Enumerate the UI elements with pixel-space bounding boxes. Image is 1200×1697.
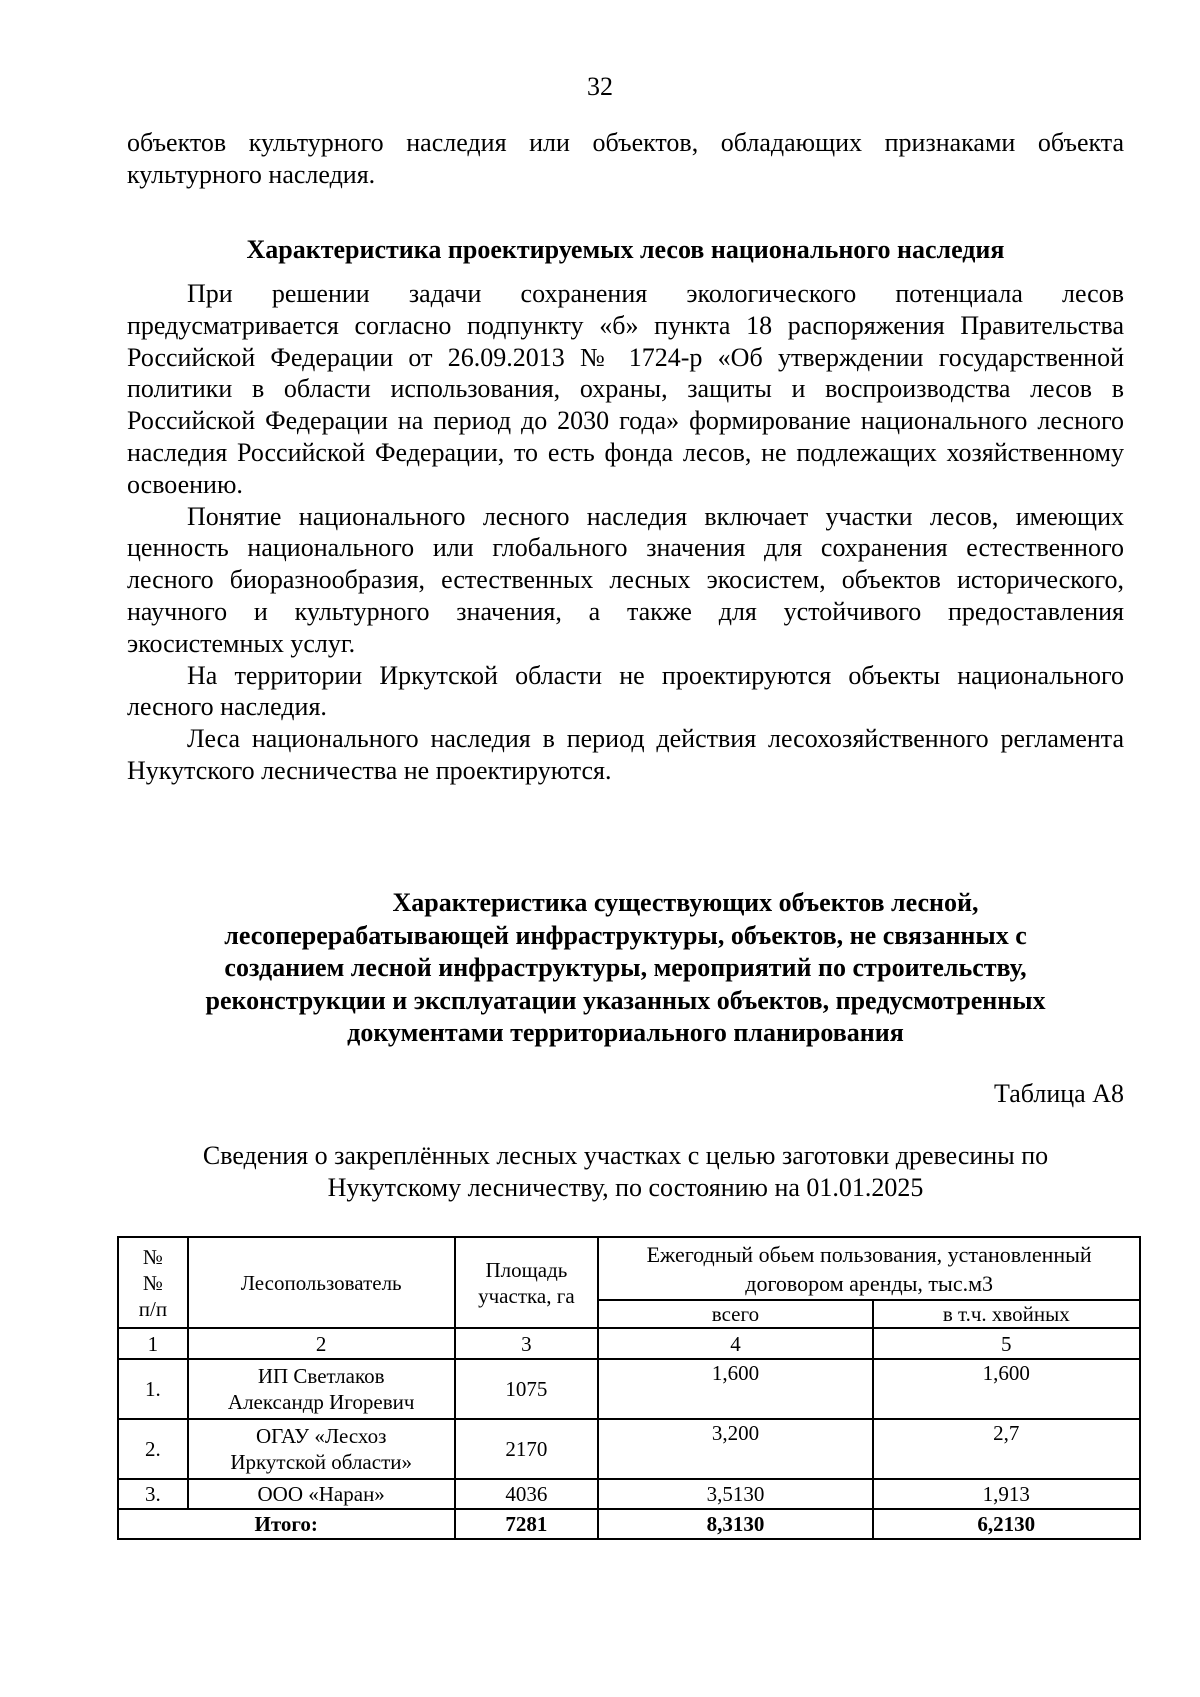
row-conifer: 1,913 bbox=[873, 1479, 1140, 1509]
row-num: 2. bbox=[118, 1419, 188, 1479]
col-number: 5 bbox=[873, 1328, 1140, 1359]
paragraph: Понятие национального лесного наследия включает участки лесов, имеющих ценность национального или глобального значения для сохранения естественного лесного биоразнообразия, естественных лесных экосистем, объектов исторического, научного и культурного значения, а также для устойчивого предоставления экосистемных услуг. bbox=[127, 501, 1124, 658]
col-number: 4 bbox=[598, 1328, 872, 1359]
row-conifer: 2,7 bbox=[873, 1419, 1140, 1479]
heading-forest-infrastructure bbox=[127, 887, 1124, 1050]
row-total: 3,5130 bbox=[598, 1479, 872, 1509]
totals-conifer: 6,2130 bbox=[873, 1509, 1140, 1539]
row-user: ОГАУ «Лесхоз Иркутской области» bbox=[188, 1419, 455, 1479]
caption-line: Сведения о закреплённых лесных участках с целью заготовки древесины по bbox=[202, 1141, 1049, 1170]
header-user: Лесопользователь bbox=[188, 1237, 455, 1328]
table-row bbox=[118, 1419, 1140, 1479]
totals-row bbox=[118, 1509, 1140, 1539]
col-number: 1 bbox=[118, 1328, 188, 1359]
header-area: Площадь участка, га bbox=[455, 1237, 599, 1328]
row-user: ООО «Наран» bbox=[188, 1479, 455, 1509]
paragraph: Леса национального наследия в период действия лесохозяйственного регламента Нукутского лесничества не проектируются. bbox=[127, 724, 1124, 785]
table-row bbox=[118, 1359, 1140, 1419]
paragraph: При решении задачи сохранения экологического потенциала лесов предусматривается согласно подпункту «б» пункта 18 распоряжения Правительства Российской Федерации от 26.09.2013 № 1724-р «Об утверждении государственной политики в области использования, охраны, защиты и воспроизводства лесов в Российской Федерации на период до 2030 года» формирование национального лесного наследия Российской Федерации, то есть фонда лесов, не подлежащих хозяйственному освоению. bbox=[127, 279, 1124, 499]
heading-line: Характеристика существующих объектов лесной, bbox=[392, 888, 979, 917]
forest-plots-table bbox=[117, 1236, 1141, 1540]
header-total: всего bbox=[598, 1300, 872, 1328]
header-volume: Ежегодный обьем пользования, установленный договором аренды, тыс.м3 bbox=[598, 1237, 1140, 1300]
row-conifer: 1,600 bbox=[873, 1359, 1140, 1419]
header-conifer: в т.ч. хвойных bbox=[873, 1300, 1140, 1328]
heading-line: реконструкции и эксплуатации указанных объектов, предусмотренных bbox=[205, 985, 1046, 1015]
row-user: ИП Светлаков Александр Игоревич bbox=[188, 1359, 455, 1419]
heading-line: документами территориального планирования bbox=[347, 1018, 904, 1047]
heading-line: лесоперерабатывающей инфраструктуры, объектов, не связанных с bbox=[224, 920, 1027, 950]
row-total: 1,600 bbox=[598, 1359, 872, 1419]
row-num: 3. bbox=[118, 1479, 188, 1509]
paragraph: На территории Иркутской области не проектируются объекты национального лесного наследия. bbox=[127, 660, 1124, 722]
totals-area: 7281 bbox=[455, 1509, 599, 1539]
totals-total: 8,3130 bbox=[598, 1509, 872, 1539]
heading-line: созданием лесной инфраструктуры, мероприятий по строительству, bbox=[224, 953, 1027, 982]
col-number: 3 bbox=[455, 1328, 599, 1359]
header-num: № № п/п bbox=[118, 1237, 188, 1328]
intro-paragraph-block bbox=[127, 127, 1124, 191]
row-total: 3,200 bbox=[598, 1419, 872, 1479]
table-caption bbox=[127, 1140, 1124, 1204]
col-number: 2 bbox=[188, 1328, 455, 1359]
body-text bbox=[127, 278, 1124, 787]
totals-label: Итого: bbox=[118, 1509, 455, 1539]
row-area: 2170 bbox=[455, 1419, 599, 1479]
row-area: 1075 bbox=[455, 1359, 599, 1419]
caption-line: Нукутскому лесничеству, по состоянию на 01.01.2025 bbox=[327, 1173, 924, 1202]
heading-national-heritage-forests: Характеристика проектируемых лесов национального наследия bbox=[246, 235, 1005, 264]
table-row bbox=[118, 1479, 1140, 1509]
row-area: 4036 bbox=[455, 1479, 599, 1509]
table-label: Таблица А8 bbox=[994, 1079, 1124, 1108]
row-num: 1. bbox=[118, 1359, 188, 1419]
page-number: 32 bbox=[587, 72, 613, 101]
intro-paragraph: объектов культурного наследия или объектов, обладающих признаками объекта культурного наследия. bbox=[127, 128, 1124, 189]
